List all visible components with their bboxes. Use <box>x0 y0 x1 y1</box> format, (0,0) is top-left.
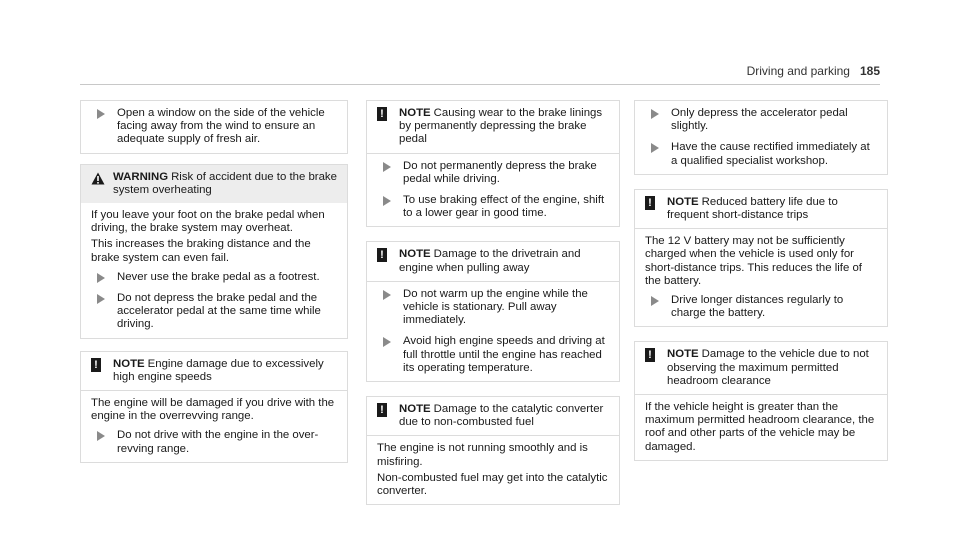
note-box <box>366 396 620 505</box>
section-title: Driving and parking <box>746 64 850 78</box>
instruction-box <box>80 100 348 154</box>
exclamation-icon: ! <box>377 248 387 262</box>
note-title: Causing wear to the brake linings by permanently depressing the brake pedal <box>399 107 603 146</box>
arrow-bullet-icon <box>97 273 105 283</box>
note-text: The engine will be damaged if you drive with the engine in the overrevving range. <box>91 397 335 423</box>
note-label: NOTE <box>113 357 145 370</box>
column-1 <box>80 100 348 463</box>
warning-triangle-icon <box>91 172 105 185</box>
note-label: NOTE <box>667 348 699 361</box>
arrow-bullet-icon <box>383 290 391 300</box>
column-2 <box>366 100 620 505</box>
note-title: Damage to the drivetrain and engine when pulling away <box>399 248 581 274</box>
note-box <box>366 241 620 382</box>
note-box <box>634 341 888 460</box>
arrow-bullet-icon <box>97 109 105 119</box>
arrow-bullet-icon <box>651 143 659 153</box>
note-text: The 12 V battery may not be sufficiently charged when the vehicle is used only for short-distance trips. This reduces the life of the battery. <box>645 235 862 287</box>
exclamation-icon: ! <box>377 403 387 417</box>
warning-title: Risk of accident due to the brake system overheating <box>113 170 337 196</box>
list-item: Only depress the accelerator pedal slightly. <box>645 107 877 133</box>
page-number: 185 <box>859 64 880 78</box>
list-item: Do not drive with the engine in the over-revving range. <box>91 429 337 455</box>
note-title: Damage to the vehicle due to not observing the maximum permitted headroom clearance <box>667 348 869 387</box>
list-item: To use braking effect of the engine, shift to a lower gear in good time. <box>377 194 609 220</box>
note-title: Reduced battery life due to frequent short-distance trips <box>667 195 838 222</box>
note-text: If the vehicle height is greater than the maximum permitted headroom clearance, the roof and other parts of the vehicle may be damaged. <box>645 401 875 453</box>
page-header <box>747 64 880 78</box>
note-text: Non-combusted fuel may get into the catalytic converter. <box>377 471 608 498</box>
instruction-box <box>634 100 888 175</box>
warning-text: This increases the braking distance and the brake system can even fail. <box>91 238 311 264</box>
note-text: The engine is not running smoothly and is misfiring. <box>377 442 588 468</box>
note-label: NOTE <box>667 195 699 208</box>
note-box <box>366 100 620 227</box>
note-label: NOTE <box>399 248 431 261</box>
list-item: Never use the brake pedal as a footrest. <box>91 271 337 284</box>
note-box <box>634 189 888 328</box>
list-item: Avoid high engine speeds and driving at full throttle until the engine has reached its operating temperature. <box>377 335 609 375</box>
arrow-bullet-icon <box>97 431 105 441</box>
arrow-bullet-icon <box>651 296 659 306</box>
arrow-bullet-icon <box>383 337 391 347</box>
list-item: Do not warm up the engine while the vehicle is stationary. Pull away immediately. <box>377 288 609 328</box>
column-3 <box>634 100 888 461</box>
header-divider <box>80 84 880 85</box>
note-title: Engine damage due to excessively high engine speeds <box>113 357 324 383</box>
list-item: Drive longer distances regularly to charge the battery. <box>645 294 877 320</box>
arrow-bullet-icon <box>383 196 391 206</box>
arrow-bullet-icon <box>651 109 659 119</box>
exclamation-icon: ! <box>645 348 655 362</box>
exclamation-icon: ! <box>91 358 101 372</box>
note-label: NOTE <box>399 107 431 119</box>
warning-box <box>80 164 348 339</box>
arrow-bullet-icon <box>383 162 391 172</box>
exclamation-icon: ! <box>645 196 655 210</box>
arrow-bullet-icon <box>97 294 105 304</box>
warning-label: WARNING <box>113 170 169 183</box>
exclamation-icon: ! <box>377 107 387 121</box>
list-item: Have the cause rectified immediately at a qualified specialist workshop. <box>645 141 877 167</box>
list-item: Open a window on the side of the vehicle facing away from the wind to ensure an adequate supply of fresh air. <box>91 107 337 147</box>
note-title: Damage to the catalytic converter due to non-combusted fuel <box>399 403 604 429</box>
note-label: NOTE <box>399 403 431 416</box>
list-item: Do not permanently depress the brake pedal while driving. <box>377 160 609 186</box>
note-box <box>80 351 348 463</box>
list-item: Do not depress the brake pedal and the accelerator pedal at the same time while driving. <box>91 292 337 332</box>
warning-text: If you leave your foot on the brake pedal when driving, the brake system may overheat. <box>91 209 325 235</box>
